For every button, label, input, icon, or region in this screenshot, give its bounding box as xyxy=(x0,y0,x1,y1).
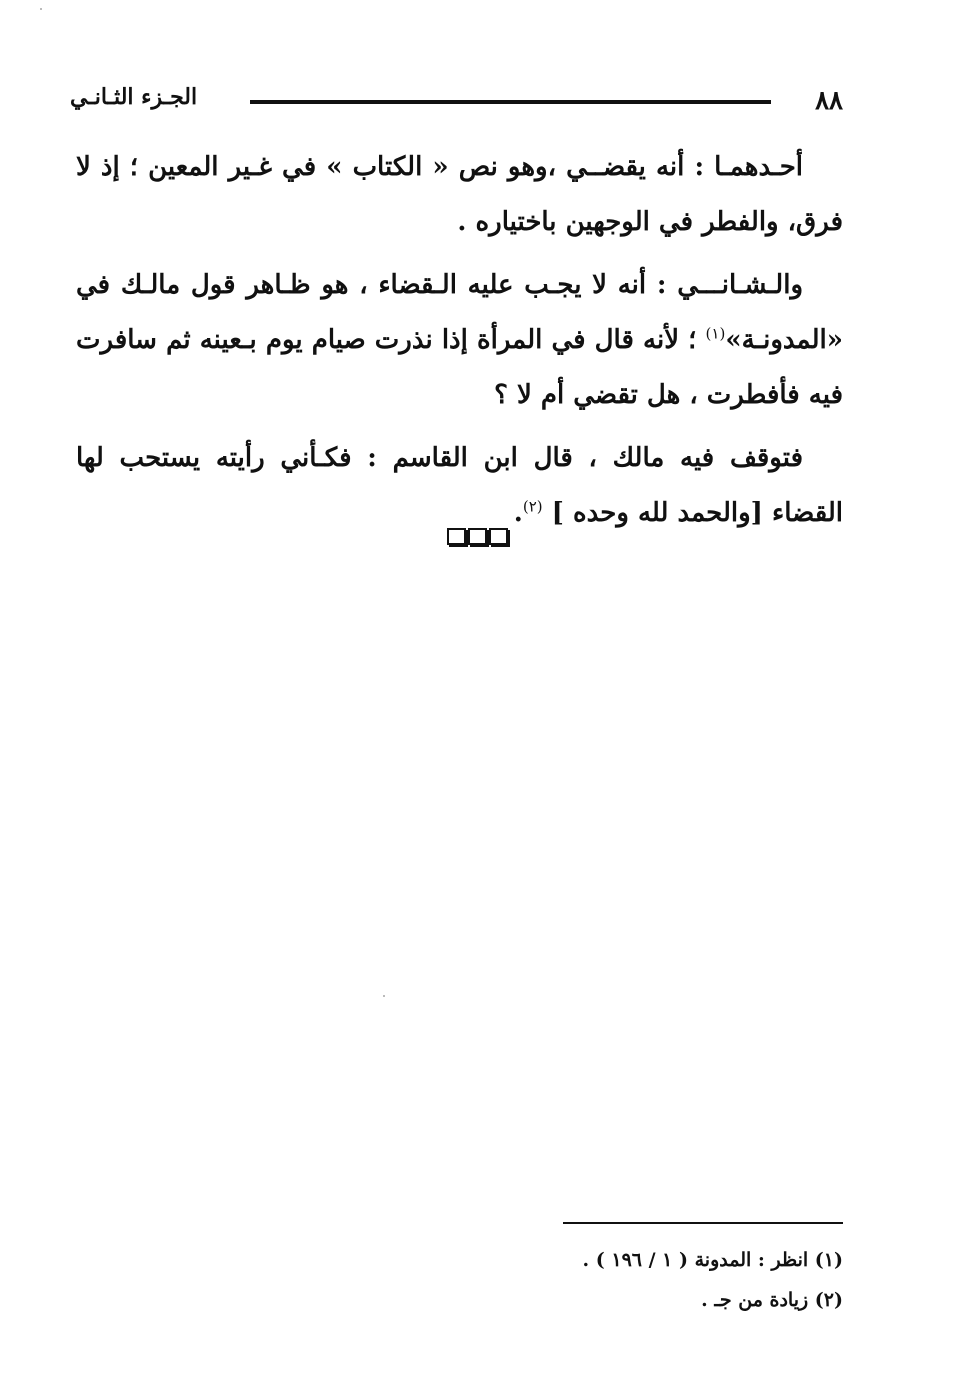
section-end-ornament xyxy=(0,528,955,549)
page-number: ٨٨ xyxy=(815,86,843,116)
paragraph-text: فتوقف فيه مالك ، قال ابن القاسم : فكـأني رأيته يستحب لها القضاء [والحمد لله وحده ] xyxy=(76,443,843,528)
footnote-ref: (١) xyxy=(705,324,726,343)
ornament-box-icon xyxy=(447,528,466,545)
header-rule xyxy=(250,100,771,104)
paragraph-text: ؛ لأنه قال في المرأة إذا نذرت صيام يوم بـعينه ثم سافرت فيه فأفطرت ، هل تقضي أم لا ؟ xyxy=(76,325,843,410)
paragraph-conclusion xyxy=(76,431,843,541)
running-title: الجـزء الثـانـي xyxy=(70,84,198,110)
body-text xyxy=(76,140,843,549)
footnotes xyxy=(300,1240,843,1320)
ornament-box-icon xyxy=(489,528,508,545)
page-header xyxy=(70,84,843,120)
scan-speck xyxy=(383,995,385,997)
paragraph-first-opinion xyxy=(76,140,843,250)
footnote-separator xyxy=(563,1222,843,1224)
footnote-ref: (٢) xyxy=(522,497,543,516)
paragraph-text: : أنه لا يجـب عليه الـقضاء ، هو ظـاهر قول مالـك في «المدونـة» xyxy=(76,270,843,355)
ornament-box-icon xyxy=(468,528,487,545)
scan-speck xyxy=(40,8,42,10)
footnote-2: (٢) زيادة من جـ . xyxy=(701,1289,843,1311)
paragraph-second-opinion xyxy=(76,258,843,423)
paragraph-lead: والـشـانـــي xyxy=(677,270,803,300)
paragraph-lead: أحـدهمـا xyxy=(714,152,803,182)
paragraph-text: . xyxy=(513,498,523,528)
paragraph-text: : أنه يقضــي ،وهو نص « الكتاب » في غـير المعين ؛ إذ لا فرق، والفطر في الوجهين باختياره . xyxy=(76,152,843,237)
footnote-1: (١) انظر : المدونة ( ١ / ١٩٦ ) . xyxy=(582,1249,843,1271)
